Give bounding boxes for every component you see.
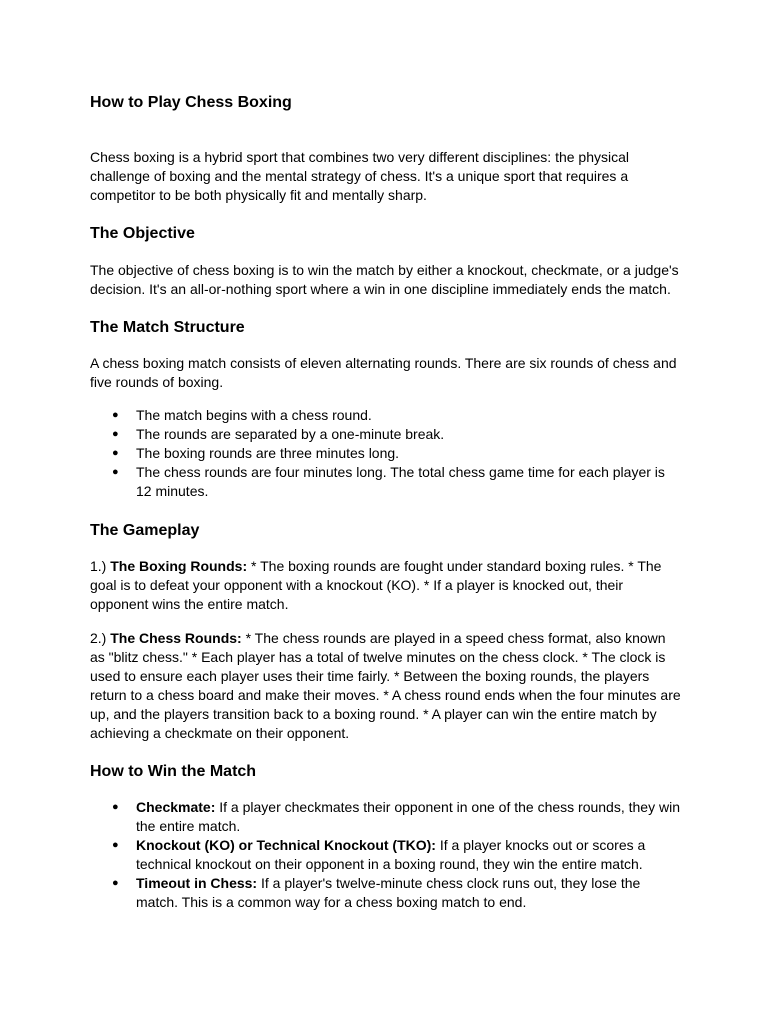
list-item-text: The chess rounds are four minutes long. The total chess game time for each player is 12 minutes. — [136, 464, 665, 499]
list-item-text: The rounds are separated by a one-minute break. — [136, 426, 445, 442]
list-item — [90, 798, 690, 836]
list-item-text: The match begins with a chess round. — [136, 407, 372, 423]
list-item — [90, 406, 690, 425]
objective-heading: The Objective — [90, 225, 195, 242]
match-structure-paragraph: A chess boxing match consists of eleven alternating rounds. There are six rounds of chess and five rounds of boxing. — [90, 355, 677, 390]
bullet-icon: ● — [112, 877, 119, 889]
list-item-detail: If a player checkmates their opponent in one of the chess rounds, they win the entire match. — [136, 799, 680, 834]
boxing-rounds-text: * The boxing rounds are fought under standard boxing rules. * The goal is to defeat your opponent with a knockout (KO). * If a player is knocked out, their opponent wins the entire match. — [90, 558, 662, 612]
how-to-win-list — [90, 798, 690, 912]
objective-paragraph: The objective of chess boxing is to win the match by either a knockout, checkmate, or a judge's decision. It's an all-or-nothing sport where a win in one discipline immediately ends the match. — [90, 262, 679, 297]
list-item — [90, 836, 690, 874]
list-item-label: Checkmate: — [136, 799, 216, 815]
list-item — [90, 463, 690, 501]
bullet-icon: ● — [112, 466, 119, 478]
chess-rounds-number: 2.) — [90, 630, 111, 646]
list-item-text — [136, 836, 681, 874]
list-item-detail: If a player's twelve-minute chess clock runs out, they lose the match. This is a common way for a chess boxing match to end. — [136, 875, 641, 910]
boxing-rounds-number: 1.) — [90, 558, 111, 574]
boxing-rounds-paragraph — [90, 557, 682, 614]
match-structure-heading: The Match Structure — [90, 319, 245, 336]
boxing-rounds-label: The Boxing Rounds: — [110, 558, 248, 574]
chess-rounds-label: The Chess Rounds: — [110, 630, 242, 646]
list-item-detail: If a player knocks out or scores a technical knockout on their opponent in a boxing round, they win the entire match. — [136, 837, 646, 872]
bullet-icon: ● — [112, 447, 119, 459]
bullet-icon: ● — [112, 839, 119, 851]
list-item — [90, 425, 690, 444]
list-item — [90, 874, 690, 912]
list-item-label: Knockout (KO) or Technical Knockout (TKO): — [136, 837, 436, 853]
list-item-text: The boxing rounds are three minutes long. — [136, 445, 400, 461]
list-item-label: Timeout in Chess: — [136, 875, 258, 891]
chess-rounds-paragraph — [90, 629, 682, 743]
gameplay-heading: The Gameplay — [90, 522, 200, 539]
how-to-win-heading: How to Win the Match — [90, 763, 257, 780]
match-structure-list — [90, 406, 690, 501]
list-item-text — [136, 798, 681, 836]
bullet-icon: ● — [112, 409, 119, 421]
intro-paragraph: Chess boxing is a hybrid sport that combines two very different disciplines: the physical challenge of boxing and the mental strategy of chess. It's a unique sport that requires a competitor to be both physically fit and mentally sharp. — [90, 149, 630, 203]
list-item-text — [136, 874, 681, 912]
bullet-icon: ● — [112, 428, 119, 440]
list-item — [90, 444, 690, 463]
bullet-icon: ● — [112, 801, 119, 813]
chess-rounds-text: * The chess rounds are played in a speed chess format, also known as "blitz chess." * Each player has a total of twelve minutes on the chess clock. * The clock is used to ensure each player uses their time fairly. * Between the boxing rounds, the players return to a chess board and make their moves. * A chess round ends when the four minutes are up, and the players transition back to a boxing round. * A player can win the entire match by achieving a checkmate on their opponent. — [90, 630, 681, 741]
document-title: How to Play Chess Boxing — [90, 94, 292, 111]
